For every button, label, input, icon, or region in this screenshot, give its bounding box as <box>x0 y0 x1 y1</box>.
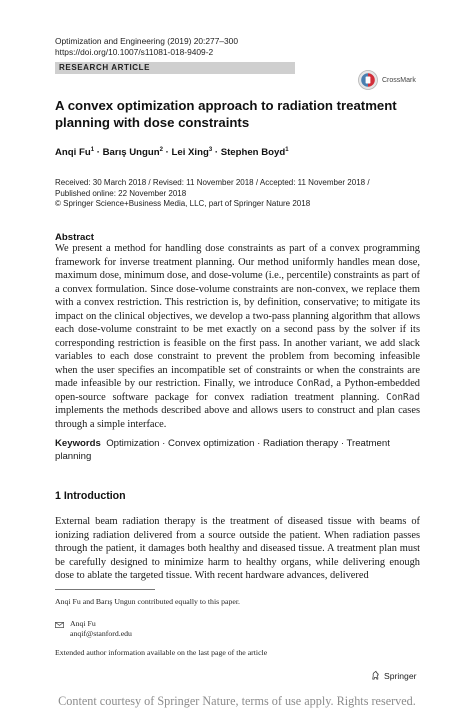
abstract-text: , a Python-embedded open-source software package for convex radiation treatment planning. <box>55 378 420 403</box>
published-line: Published online: 22 November 2018 <box>55 188 187 198</box>
envelope-icon <box>55 622 64 628</box>
author-affiliation-sup: 1 <box>90 147 95 153</box>
crossmark-label: CrossMark <box>382 76 416 84</box>
author-separator: · <box>162 147 172 159</box>
author-separator: · <box>212 147 221 159</box>
publisher-name: Springer <box>384 670 417 681</box>
introduction-body: External beam radiation therapy is the treatment of diseased tissue with beams of ionizing radiation delivered from a source outside the patient. When radiation passes through the patient, it damages both healthy and diseased tissue. A treatment plan must be carefully designed to minimize harm to healthy organs, while delivering enough dose to ablate the targeted tissue. With recent hardware advances, delivered <box>55 516 420 581</box>
paper-title-line2: planning with dose constraints <box>55 115 250 130</box>
contact-name: Anqi Fu <box>70 619 96 628</box>
footnote-divider <box>55 589 155 590</box>
abstract-body <box>55 242 420 431</box>
copyright-line: © Springer Science+Business Media, LLC, part of Springer Nature 2018 <box>55 199 311 209</box>
software-name: ConRad <box>386 391 420 403</box>
paper-title-line1: A convex optimization approach to radiation treatment <box>55 98 397 113</box>
author-affiliation-sup: 1 <box>285 147 289 153</box>
software-name: ConRad <box>296 378 331 389</box>
equal-contribution-note: Anqi Fu and Barış Ungun contributed equally to this paper. <box>55 597 240 606</box>
author-affiliation-sup: 3 <box>208 147 213 153</box>
article-type-bar <box>55 62 295 74</box>
keywords-list: Optimization · Convex optimization · Radiation therapy · Treatment planning <box>55 438 390 462</box>
extended-info-note: Extended author information available on the last page of the article <box>55 648 268 657</box>
springer-horse-icon <box>370 670 381 681</box>
author-affiliation-sup: 2 <box>159 147 163 153</box>
author-name[interactable]: Stephen Boyd <box>220 147 286 159</box>
article-type-label: RESEARCH ARTICLE <box>59 63 151 72</box>
publisher-logo <box>370 670 416 681</box>
author-name[interactable]: Barış Ungun <box>102 147 160 159</box>
courtesy-notice: Content courtesy of Springer Nature, terms of use apply. Rights reserved. <box>58 694 416 708</box>
keywords-label: Keywords <box>55 438 101 449</box>
abstract-heading: Abstract <box>55 232 94 243</box>
paper-title <box>55 97 415 131</box>
corresponding-author <box>70 619 132 639</box>
crossmark-icon <box>358 70 378 90</box>
crossmark-badge[interactable] <box>358 70 416 90</box>
author-list <box>55 147 289 158</box>
abstract-text: We present a method for handling dose constraints as part of a convex programming framework for inverse treatment planning. Our method uniformly handles mean dose, maximum dose, minimum dose, and dose-volume (i.e., percentile) constraints as part of a convex formulation. Since dose-volume constraints are non-convex, we replace them with a convex restriction. This restriction is, by definition, conservative; to mitigate its impact on the clinical objectives, we develop a two-pass planning algorithm that allows each dose-volume constraint to be met exactly on a second pass by the solver if its corresponding restriction is feasible on the first pass. In another variant, we add slack variables to each dose constraint to prevent the problem from becoming infeasible when the user specifies an incompatible set of constraints or when the constraints are made infeasible by our restriction. Finally, we introduce <box>55 243 420 389</box>
author-separator: · <box>94 147 103 159</box>
received-line: Received: 30 March 2018 / Revised: 11 November 2018 / Accepted: 11 November 2018 / <box>55 178 370 187</box>
abstract-text: implements the methods described above and allows users to construct and plan cases through a simple interface. <box>55 405 420 430</box>
author-name[interactable]: Lei Xing <box>171 147 209 159</box>
section-heading: 1 Introduction <box>55 490 126 502</box>
journal-header <box>55 36 238 58</box>
contact-email[interactable]: anqif@stanford.edu <box>70 629 132 638</box>
doi-link[interactable]: https://doi.org/10.1007/s11081-018-9409-2 <box>55 47 214 57</box>
publication-dates <box>55 178 370 210</box>
journal-citation: Optimization and Engineering (2019) 20:277–300 <box>55 36 238 46</box>
author-name[interactable]: Anqi Fu <box>55 147 91 159</box>
keywords <box>55 437 420 463</box>
